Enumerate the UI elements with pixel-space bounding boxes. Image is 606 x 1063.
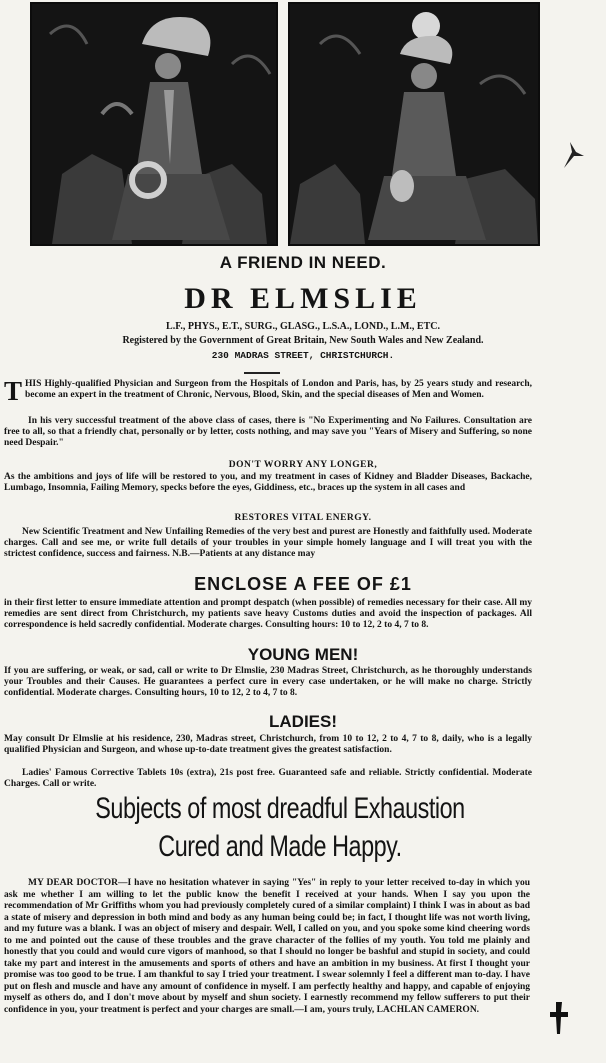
woman-illustration-left: [30, 2, 278, 246]
credentials-line: L.F., PHYS., E.T., SURG., GLASG., L.S.A., LOND., L.M., ETC.: [166, 321, 440, 332]
worry-heading: DON'T WORRY ANY LONGER,: [228, 460, 378, 470]
tablets-paragraph: Ladies' Famous Corrective Tablets 10s (extra), 21s post free. Guaranteed safe and reliable. Strictly confidential. Moderate Charges. Call or write.: [4, 768, 532, 789]
illustration-panel: [30, 2, 538, 242]
heading-friend-in-need: A FRIEND IN NEED.: [219, 253, 387, 272]
divider-rule: [244, 372, 280, 374]
testimonial-letter: MY DEAR DOCTOR—I have no hesitation whatever in saying "Yes" in reply to your letter received to-day in which you ask me whether I am willing to let the public know the benefit I received at your hands. When I say you upon the recommendation of Mr Griffiths whom you had previously completely cured of a similar complaint) I think I was in about as bad a state of misery and depression in both mind and body as any human being could be; in fact, I thought life was not worth living, and my future was a blank. I was an object of misery and despair. Well, I called on you, and you spoke some kind cheering words to me and pointed out the cause of these troubles and the grave character of the follies of my youth. You told me plainly and honestly that you could and would cure vigors of manhood, so that I should no longer be bashful and stupid in society, and could take my part and interest in the amusements and sports of others and have an ambition in my business. At first I thought your promise was too good to be true. I am thankful to say I tried your treatment. I swear solemnly I feel a different man to-day. I have put on flesh and muscle and have any amount of confidence in myself. I am perfectly healthy and happy, and capable of enjoying myself as others do, and I don't move about by myself and shun society. I earnestly recommend my fellow sufferers to put their confidence in you, your treatment is perfect and your charges are small.—I am, yours truly, LACHLAN CAMERON.: [4, 878, 530, 1015]
young-men-heading: YOUNG MEN!: [247, 645, 359, 664]
subjects-headline: Subjects of most dreadful Exhaustion Cured and Made Happy.: [95, 792, 465, 863]
registration-line: Registered by the Government of Great Britain, New South Wales and New Zealand.: [122, 335, 484, 346]
woman-illustration-right: [288, 2, 540, 246]
margin-mark-icon: [560, 138, 586, 172]
ladies-heading: LADIES!: [269, 712, 337, 731]
dropcap-letter: T: [4, 376, 23, 406]
address-line: 230 MADRAS STREET, CHRISTCHURCH.: [211, 350, 395, 361]
worry-paragraph: As the ambitions and joys of life will be restored to you, and my treatment in cases of Kidney and Bladder Diseases, Backache, Lumbago, Insomnia, Failing Memory, specks before the eyes, Giddiness, etc., braces up the system in all cases and: [4, 472, 532, 493]
young-men-paragraph: If you are suffering, or weak, or sad, call or write to Dr Elmslie, 230 Madras Street, Christchurch, as he thoroughly understands your Troubles and their Causes. He guarantees a perfect cure in every case undertaken, or he will make no charge. Strictly confidential. Moderate charges. Consulting hours, 10 to 12, 2 to 4, 7 to 8.: [4, 666, 532, 698]
doctor-name-title: DR ELMSLIE: [184, 282, 422, 315]
margin-cross-icon: [548, 1000, 570, 1036]
intro-paragraph: [4, 376, 532, 406]
intro-text: HIS Highly-qualified Physician and Surgeon from the Hospitals of London and Paris, has, by 25 years study and research, become an expert in the treatment of Chronic, Nervous, Blood, Skin, and the special diseases of Men and Women.: [25, 379, 532, 400]
restores-paragraph: New Scientific Treatment and New Unfailing Remedies of the very best and purest are Honestly and faithfully used. Moderate charges. Call and see me, or write full details of your troubles in your simple homely language and I will treat you with the strictest confidence, success and fairness. N.B.—Patients at any distance may: [4, 527, 532, 559]
consultation-paragraph: In his very successful treatment of the above class of cases, there is "No Experimenting and No Failures. Consultation are free to all, so that a friendly chat, personally or by letter, costs nothing, and may save you "Years of Misery and Suffering, so none need Despair.": [4, 416, 532, 448]
ladies-paragraph: May consult Dr Elmslie at his residence, 230, Madras street, Christchurch, from 10 to 12, 2 to 4, 7 to 8, daily, who is a legally qualified Physician and Surgeon, and whose up-to-date treatment gives the greatest satisfaction.: [4, 734, 532, 755]
enclose-fee-heading: ENCLOSE A FEE OF £1: [194, 574, 412, 594]
enclose-paragraph: in their first letter to ensure immediate attention and prompt despatch (when possible) of remedies necessary for their case. All my remedies are sent direct from Christchurch, my patients save heavy Customs duties and avoid the inspection of packages. All correspondence is held sacredly confidential. Moderate charges. Consulting hours: 10 to 12, 2 to 4, 7 to 8.: [4, 598, 532, 630]
restores-heading: RESTORES VITAL ENERGY.: [234, 513, 372, 523]
